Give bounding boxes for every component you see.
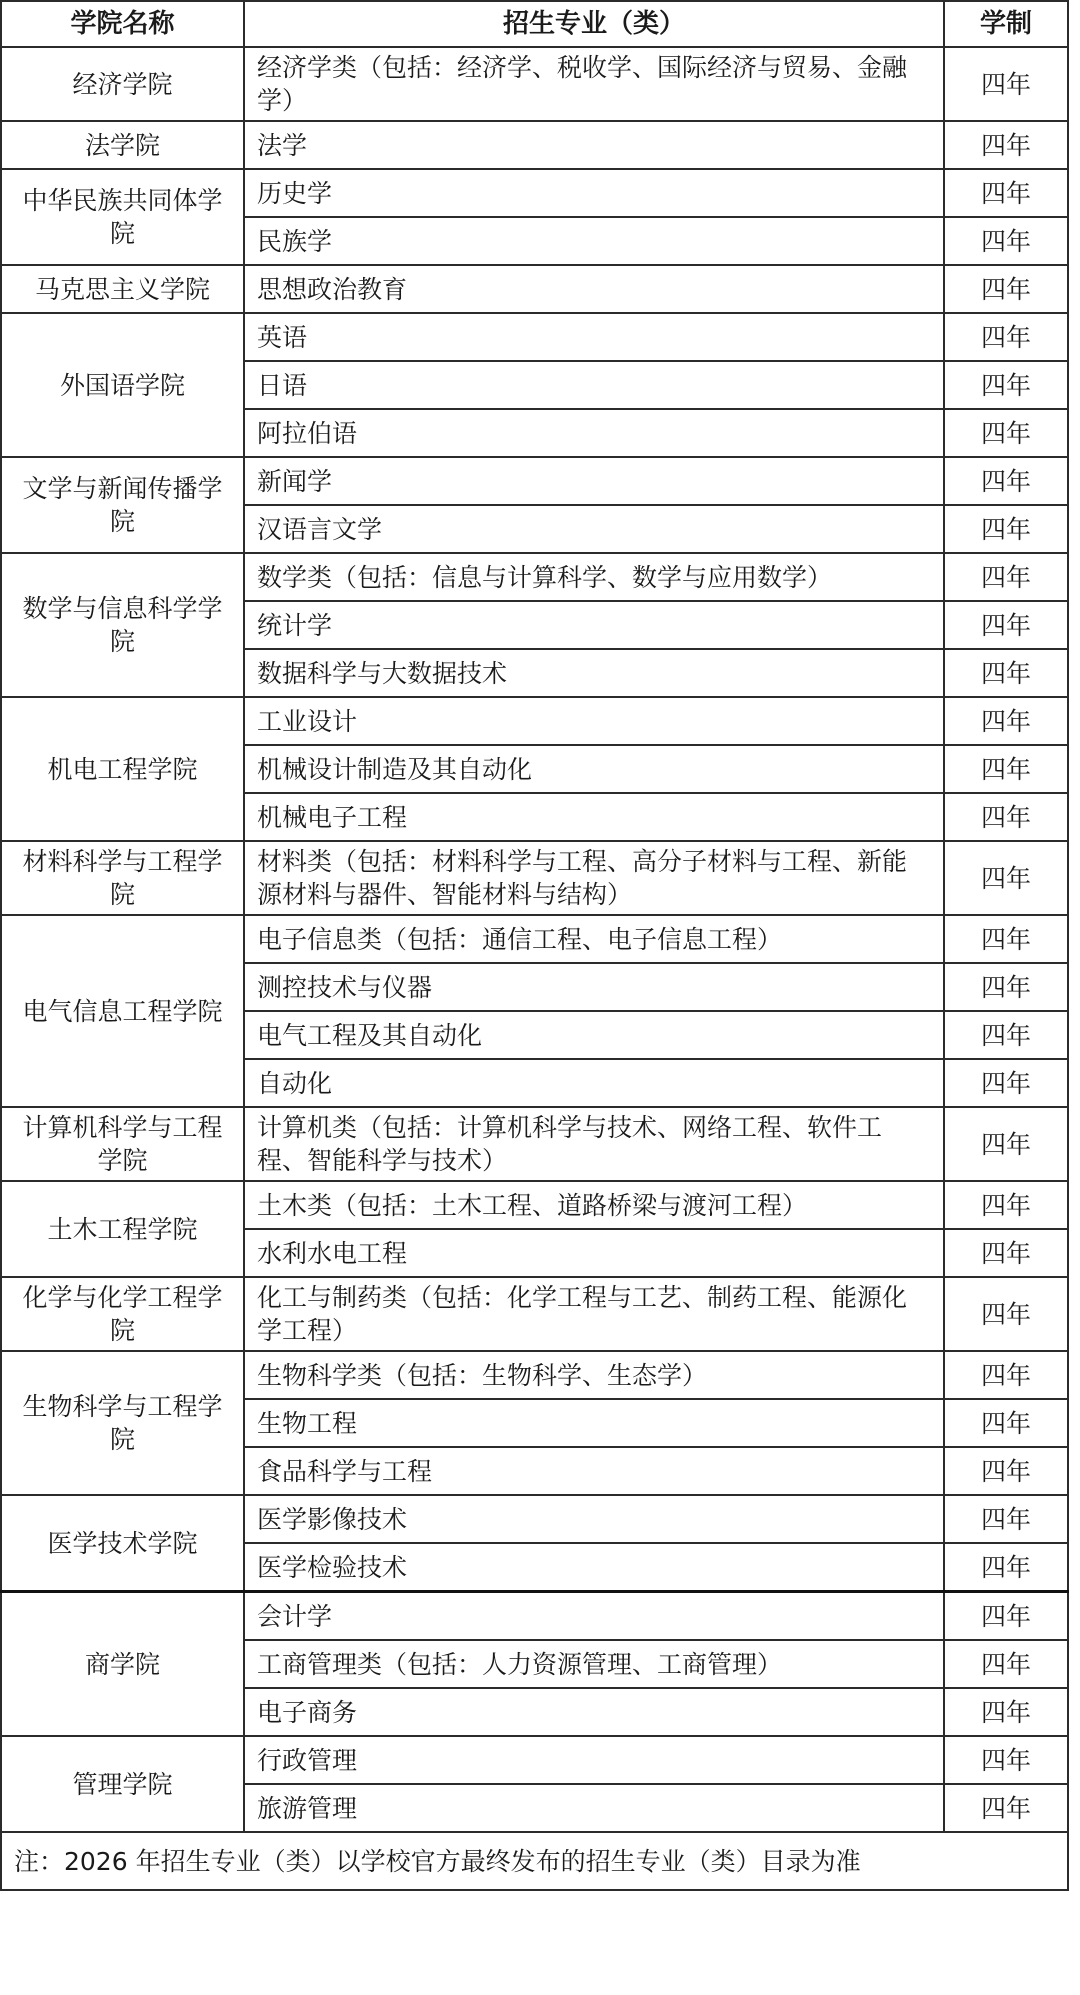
major-name: 食品科学与工程	[244, 1447, 944, 1495]
major-name: 工商管理类（包括：人力资源管理、工商管理）	[244, 1640, 944, 1688]
table-row	[1, 915, 1068, 963]
duration-cell: 四年	[944, 649, 1068, 697]
major-name: 化工与制药类（包括：化学工程与工艺、制药工程、能源化学工程）	[244, 1277, 944, 1351]
table-row	[1, 1277, 1068, 1351]
major-name: 机械设计制造及其自动化	[244, 745, 944, 793]
major-name: 数据科学与大数据技术	[244, 649, 944, 697]
duration-cell: 四年	[944, 217, 1068, 265]
duration-cell: 四年	[944, 1736, 1068, 1784]
table-row	[1, 169, 1068, 217]
duration-cell: 四年	[944, 313, 1068, 361]
college-name: 经济学院	[1, 47, 244, 121]
duration-cell: 四年	[944, 745, 1068, 793]
duration-cell: 四年	[944, 265, 1068, 313]
duration-cell: 四年	[944, 361, 1068, 409]
major-name: 历史学	[244, 169, 944, 217]
duration-cell: 四年	[944, 915, 1068, 963]
table-row	[1, 1107, 1068, 1181]
major-name: 汉语言文学	[244, 505, 944, 553]
duration-cell: 四年	[944, 1181, 1068, 1229]
note-row	[1, 1832, 1068, 1890]
duration-cell: 四年	[944, 1495, 1068, 1543]
duration-cell: 四年	[944, 1011, 1068, 1059]
duration-cell: 四年	[944, 505, 1068, 553]
major-name: 计算机类（包括：计算机科学与技术、网络工程、软件工程、智能科学与技术）	[244, 1107, 944, 1181]
major-name: 电气工程及其自动化	[244, 1011, 944, 1059]
table-row	[1, 697, 1068, 745]
major-name: 旅游管理	[244, 1784, 944, 1832]
duration-cell: 四年	[944, 1447, 1068, 1495]
major-name: 测控技术与仪器	[244, 963, 944, 1011]
table-row	[1, 1736, 1068, 1784]
major-name: 生物科学类（包括：生物科学、生态学）	[244, 1351, 944, 1399]
header-college: 学院名称	[1, 1, 244, 47]
duration-cell: 四年	[944, 601, 1068, 649]
table-row	[1, 1495, 1068, 1543]
college-name: 法学院	[1, 121, 244, 169]
table-row	[1, 47, 1068, 121]
major-name: 民族学	[244, 217, 944, 265]
major-name: 数学类（包括：信息与计算科学、数学与应用数学）	[244, 553, 944, 601]
college-name: 中华民族共同体学院	[1, 169, 244, 265]
major-name: 法学	[244, 121, 944, 169]
college-name: 材料科学与工程学院	[1, 841, 244, 915]
college-name: 商学院	[1, 1592, 244, 1737]
header-major: 招生专业（类）	[244, 1, 944, 47]
header-duration: 学制	[944, 1, 1068, 47]
table-row	[1, 457, 1068, 505]
major-name: 医学检验技术	[244, 1543, 944, 1592]
header-row	[1, 1, 1068, 47]
duration-cell: 四年	[944, 1688, 1068, 1736]
duration-cell: 四年	[944, 553, 1068, 601]
college-name: 文学与新闻传播学院	[1, 457, 244, 553]
major-name: 自动化	[244, 1059, 944, 1107]
college-name: 生物科学与工程学院	[1, 1351, 244, 1495]
major-name: 阿拉伯语	[244, 409, 944, 457]
table-row	[1, 265, 1068, 313]
college-name: 数学与信息科学学院	[1, 553, 244, 697]
major-name: 电子商务	[244, 1688, 944, 1736]
college-name: 计算机科学与工程学院	[1, 1107, 244, 1181]
major-name: 生物工程	[244, 1399, 944, 1447]
major-name: 新闻学	[244, 457, 944, 505]
duration-cell: 四年	[944, 47, 1068, 121]
college-name: 马克思主义学院	[1, 265, 244, 313]
duration-cell: 四年	[944, 1543, 1068, 1592]
duration-cell: 四年	[944, 1592, 1068, 1641]
major-name: 统计学	[244, 601, 944, 649]
college-name: 医学技术学院	[1, 1495, 244, 1592]
duration-cell: 四年	[944, 1640, 1068, 1688]
duration-cell: 四年	[944, 1107, 1068, 1181]
college-name: 外国语学院	[1, 313, 244, 457]
table-row	[1, 1592, 1068, 1641]
duration-cell: 四年	[944, 697, 1068, 745]
major-name: 经济学类（包括：经济学、税收学、国际经济与贸易、金融学）	[244, 47, 944, 121]
duration-cell: 四年	[944, 409, 1068, 457]
footnote: 注：2026 年招生专业（类）以学校官方最终发布的招生专业（类）目录为准	[1, 1832, 1068, 1890]
table-row	[1, 553, 1068, 601]
duration-cell: 四年	[944, 121, 1068, 169]
major-name: 工业设计	[244, 697, 944, 745]
major-name: 思想政治教育	[244, 265, 944, 313]
duration-cell: 四年	[944, 1784, 1068, 1832]
major-name: 日语	[244, 361, 944, 409]
college-name: 电气信息工程学院	[1, 915, 244, 1107]
major-name: 水利水电工程	[244, 1229, 944, 1277]
duration-cell: 四年	[944, 1277, 1068, 1351]
duration-cell: 四年	[944, 793, 1068, 841]
major-name: 机械电子工程	[244, 793, 944, 841]
major-name: 行政管理	[244, 1736, 944, 1784]
table-row	[1, 121, 1068, 169]
college-name: 化学与化学工程学院	[1, 1277, 244, 1351]
duration-cell: 四年	[944, 1059, 1068, 1107]
table-row	[1, 1181, 1068, 1229]
major-name: 电子信息类（包括：通信工程、电子信息工程）	[244, 915, 944, 963]
college-name: 土木工程学院	[1, 1181, 244, 1277]
duration-cell: 四年	[944, 963, 1068, 1011]
duration-cell: 四年	[944, 457, 1068, 505]
major-name: 材料类（包括：材料科学与工程、高分子材料与工程、新能源材料与器件、智能材料与结构）	[244, 841, 944, 915]
duration-cell: 四年	[944, 169, 1068, 217]
table-row	[1, 313, 1068, 361]
table-row	[1, 1351, 1068, 1399]
college-name: 管理学院	[1, 1736, 244, 1832]
duration-cell: 四年	[944, 1351, 1068, 1399]
duration-cell: 四年	[944, 1399, 1068, 1447]
duration-cell: 四年	[944, 841, 1068, 915]
major-name: 会计学	[244, 1592, 944, 1641]
major-name: 英语	[244, 313, 944, 361]
college-name: 机电工程学院	[1, 697, 244, 841]
duration-cell: 四年	[944, 1229, 1068, 1277]
major-name: 医学影像技术	[244, 1495, 944, 1543]
table-row	[1, 841, 1068, 915]
major-name: 土木类（包括：土木工程、道路桥梁与渡河工程）	[244, 1181, 944, 1229]
